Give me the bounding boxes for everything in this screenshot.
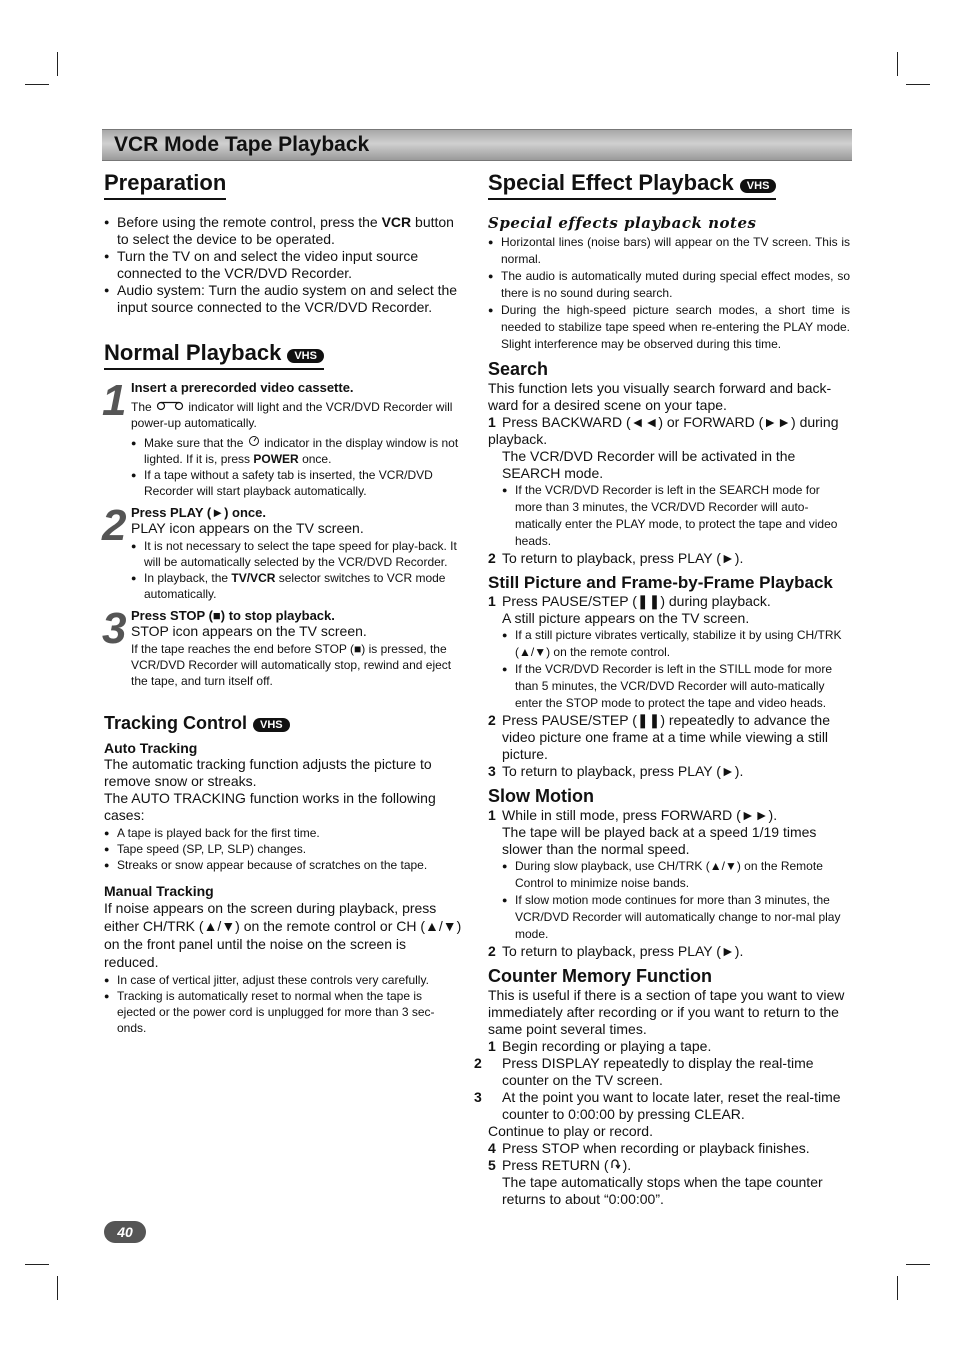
still-step-1-text: A still picture appears on the TV screen. — [502, 610, 750, 626]
list-item: ● Turn the TV on and select the video input source connected to the VCR/DVD Recorder. — [104, 248, 462, 282]
step-number: 3 — [102, 604, 127, 653]
list-item: ● Streaks or snow appear because of scratches on the tape. — [104, 857, 462, 873]
counter-step-3: 3 At the point you want to locate later, reset the real-time counter to 0:00:00 by pressing CLEAR. — [474, 1089, 841, 1122]
search-step-1-text: The VCR/DVD Recorder will be activated in the SEARCH mode. — [502, 448, 796, 481]
still-step-3: 3 To return to playback, press PLAY (►). — [488, 763, 744, 779]
step-number: 2 — [102, 501, 127, 550]
step-number: 1 — [102, 376, 127, 425]
step-notes — [131, 435, 462, 499]
auto-tracking-text: The AUTO TRACKING function works in the following cases: — [104, 790, 436, 823]
cassette-icon — [155, 401, 185, 411]
normal-playback-heading-wrap — [104, 340, 324, 370]
list-item: ● During slow playback, use CH/TRK (▲/▼) on the Remote Control to minimize noise bands. — [502, 858, 850, 892]
auto-tracking-heading: Auto Tracking — [104, 740, 198, 756]
step-title: Insert a prerecorded video cassette. — [131, 380, 354, 395]
manual-tracking-heading: Manual Tracking — [104, 883, 214, 899]
vhs-badge: VHS — [740, 179, 777, 193]
normal-playback-heading: Normal Playback — [104, 340, 282, 365]
counter-heading: Counter Memory Function — [488, 966, 712, 986]
list-item: ● Make sure that the indicator in the display window is not lighted. If it is, press POWER once. — [131, 435, 462, 467]
page-number: 40 — [104, 1221, 146, 1243]
manual-tracking-list — [104, 972, 462, 1036]
notes-heading: Special effects playback notes — [488, 214, 757, 232]
list-item: ● Horizontal lines (noise bars) will appear on the TV screen. This is normal. — [488, 234, 850, 268]
still-heading: Still Picture and Frame-by-Frame Playback — [488, 573, 833, 592]
vhs-badge: VHS — [287, 349, 324, 363]
step-text: PLAY icon appears on the TV screen. — [131, 520, 364, 536]
list-item: ● If the VCR/DVD Recorder is left in the SEARCH mode for more than 3 minutes, the VCR/DVD Recorder will auto-matically enter the PLAY mode, to protect the tape and video heads. — [502, 482, 850, 550]
special-effect-heading: Special Effect Playback — [488, 170, 734, 195]
step-title: Press PLAY (►) once. — [131, 505, 266, 520]
step-1 — [102, 376, 462, 499]
slow-motion-heading: Slow Motion — [488, 786, 594, 806]
counter-step-4: 4 Press STOP when recording or playback finishes. — [488, 1140, 810, 1156]
counter-step-5: 5 Press RETURN ( ). — [488, 1157, 632, 1173]
search-notes — [488, 482, 850, 550]
preparation-heading: Preparation — [104, 170, 226, 200]
search-heading: Search — [488, 359, 549, 379]
counter-step-5-text: The tape automatically stops when the tape counter returns to about “0:00:00”. — [502, 1174, 823, 1207]
list-item: ● Tracking is automatically reset to normal when the tape is ejected or the power cord is unplugged for more than 3 sec-onds. — [104, 988, 462, 1036]
list-item: ● Audio system: Turn the audio system on and select the input source connected to the VCR/DVD Recorder. — [104, 282, 462, 316]
list-item: ● In playback, the TV/VCR selector switches to VCR mode automatically. — [131, 570, 462, 602]
still-notes — [488, 627, 850, 712]
search-step-2: 2 To return to playback, press PLAY (►). — [488, 550, 744, 566]
list-item: ● If a tape without a safety tab is inserted, the VCR/DVD Recorder will start playback automatically. — [131, 467, 462, 499]
page-title-bar — [102, 129, 852, 161]
notes-list — [488, 234, 850, 353]
crop-mark — [897, 1276, 898, 1300]
slow-step-1: 1 While in still mode, press FORWARD (►►). — [488, 807, 778, 823]
tracking-heading: Tracking Control — [104, 713, 248, 733]
crop-mark — [897, 52, 898, 76]
counter-step-1: 1 Begin recording or playing a tape. — [488, 1038, 712, 1054]
step-note: If the tape reaches the end before STOP (■) is pressed, the VCR/DVD Recorder will automatically stop, rewind and eject the tape, and turn itself off. — [131, 642, 452, 688]
still-step-1: 1 Press PAUSE/STEP (❚❚) during playback. — [488, 593, 771, 609]
list-item: ● If the VCR/DVD Recorder is left in the STILL mode for more than 5 minutes, the VCR/DVD Recorder will auto-matically enter the STOP mode to protect the tape and video heads. — [502, 661, 850, 712]
list-item: ● In case of vertical jitter, adjust these controls very carefully. — [104, 972, 462, 988]
crop-mark — [25, 84, 49, 85]
auto-tracking-list — [104, 825, 462, 873]
vhs-badge: VHS — [253, 718, 290, 732]
manual-tracking-text: If noise appears on the screen during playback, press either CH/TRK (▲/▼) on the remote control or CH (▲/▼) on the front panel until the noise on the screen is reduced. — [104, 900, 462, 970]
list-item: ● If a still picture vibrates vertically, stabilize it by using CH/TRK (▲/▼) on the remote control. — [502, 627, 850, 661]
auto-tracking-text: The automatic tracking function adjusts the picture to remove snow or streaks. — [104, 756, 432, 789]
step-text: STOP icon appears on the TV screen. — [131, 623, 367, 639]
slow-notes — [488, 858, 850, 943]
crop-mark — [906, 1264, 930, 1265]
slow-step-2: 2 To return to playback, press PLAY (►). — [488, 943, 744, 959]
step-title: Press STOP (■) to stop playback. — [131, 608, 335, 623]
list-item: ● The audio is automatically muted during special effect modes, so there is no sound during search. — [488, 268, 850, 302]
search-intro: This function lets you visually search forward and back-ward for a desired scene on your tape. — [488, 380, 832, 413]
list-item: ● It is not necessary to select the tape speed for play-back. It will be automatically selected by the VCR/DVD Recorder. — [131, 538, 462, 570]
crop-mark — [906, 84, 930, 85]
step-3 — [102, 604, 462, 689]
step-2 — [102, 501, 462, 602]
tracking-heading-wrap — [104, 713, 462, 734]
return-icon — [609, 1159, 623, 1170]
list-item: ● Before using the remote control, press the VCR button to select the device to be operated. — [104, 214, 462, 248]
page-title: VCR Mode Tape Playback — [114, 133, 370, 156]
timer-icon — [247, 435, 261, 447]
list-item: ● A tape is played back for the first time. — [104, 825, 462, 841]
special-heading-wrap — [488, 170, 776, 200]
list-item: ● During the high-speed picture search modes, a short time is needed to stabilize tape speed when re-entering the PLAY mode. Slight interference may be observed during this time. — [488, 302, 850, 353]
step-text: The indicator will light and the VCR/DVD Recorder will power-up automatically. — [131, 400, 453, 430]
counter-continue: Continue to play or record. — [488, 1123, 653, 1139]
still-step-2: 2 Press PAUSE/STEP (❚❚) repeatedly to advance the video picture one frame at a time while viewing a still picture. — [488, 712, 830, 762]
crop-mark — [25, 1264, 49, 1265]
crop-mark — [57, 52, 58, 76]
list-item: ● Tape speed (SP, LP, SLP) changes. — [104, 841, 462, 857]
slow-step-1-text: The tape will be played back at a speed 1/19 times slower than the normal speed. — [502, 824, 817, 857]
list-item: ● If slow motion mode continues for more than 3 minutes, the VCR/DVD Recorder will automatically change to nor-mal play mode. — [502, 892, 850, 943]
preparation-list — [104, 214, 462, 316]
crop-mark — [57, 1276, 58, 1300]
search-step-1: 1 Press BACKWARD (◄◄) or FORWARD (►►) during playback. — [488, 414, 839, 447]
step-notes — [131, 538, 462, 602]
right-column — [474, 170, 850, 1208]
counter-intro: This is useful if there is a section of tape you want to view immediately after recording or if you want to return to the same point several times. — [488, 987, 845, 1037]
counter-step-2: 2 Press DISPLAY repeatedly to display the real-time counter on the TV screen. — [474, 1055, 814, 1088]
left-column — [104, 170, 462, 1036]
